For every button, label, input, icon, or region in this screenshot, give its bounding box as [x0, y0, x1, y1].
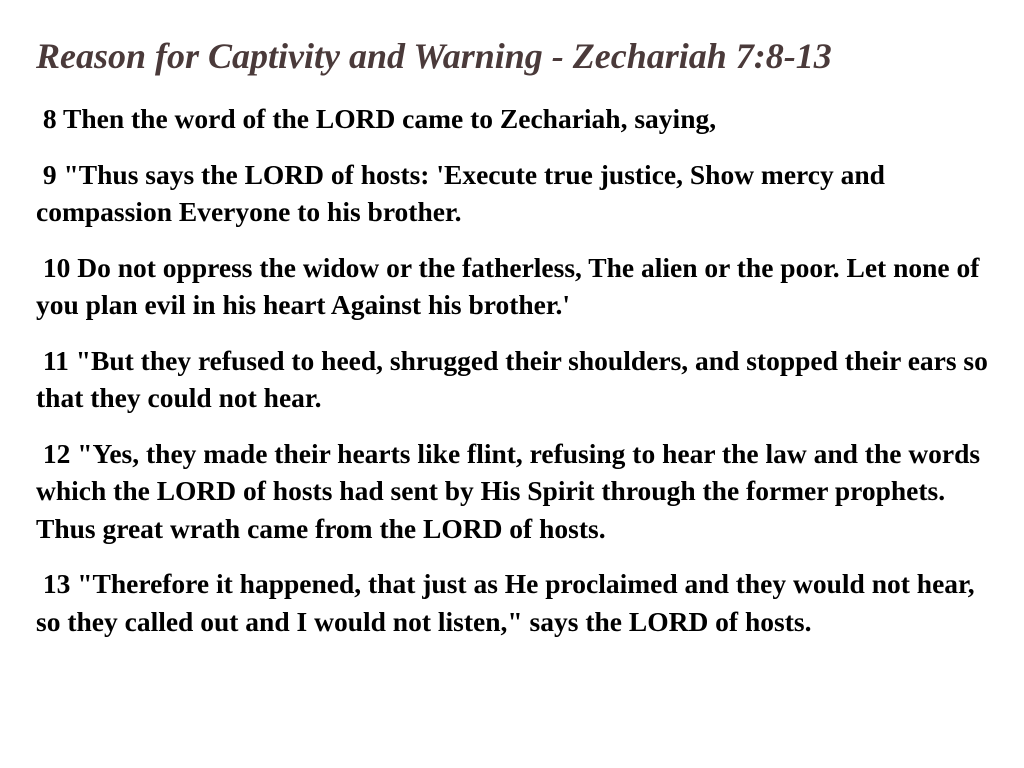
verse-number: 10 [42, 251, 71, 283]
verse-11 [36, 342, 996, 417]
verse-9 [36, 156, 996, 231]
verse-number: 11 [42, 344, 69, 376]
verse-text: Do not oppress the widow or the fatherless, The alien or the poor. Let none of you plan evil in his heart Against his brother.' [36, 251, 980, 320]
verse-text: "Thus says the LORD of hosts: 'Execute true justice, Show mercy and compassion Everyone to his brother. [36, 158, 885, 227]
verse-number: 8 [42, 103, 57, 134]
verse-10 [36, 249, 996, 324]
slide-title: Reason for Captivity and Warning - Zechariah 7:8-13 [36, 36, 832, 76]
verse-13 [36, 565, 996, 640]
verse-number: 12 [42, 437, 71, 469]
verse-text: "Yes, they made their hearts like flint, refusing to hear the law and the words which the LORD of hosts had sent by His Spirit through the former prophets. Thus great wrath came from the LORD of hosts. [36, 437, 981, 544]
verse-text: "Therefore it happened, that just as He proclaimed and they would not hear, so they called out and I would not listen," says the LORD of hosts. [36, 568, 975, 637]
verse-list [36, 100, 996, 658]
verse-text: "But they refused to heed, shrugged their shoulders, and stopped their ears so that they could not hear. [36, 344, 988, 413]
verse-12 [36, 435, 996, 548]
verse-number: 13 [42, 568, 71, 599]
verse-text: Then the word of the LORD came to Zechariah, saying, [63, 103, 717, 134]
verse-8 [36, 100, 996, 138]
verse-number: 9 [42, 158, 57, 190]
